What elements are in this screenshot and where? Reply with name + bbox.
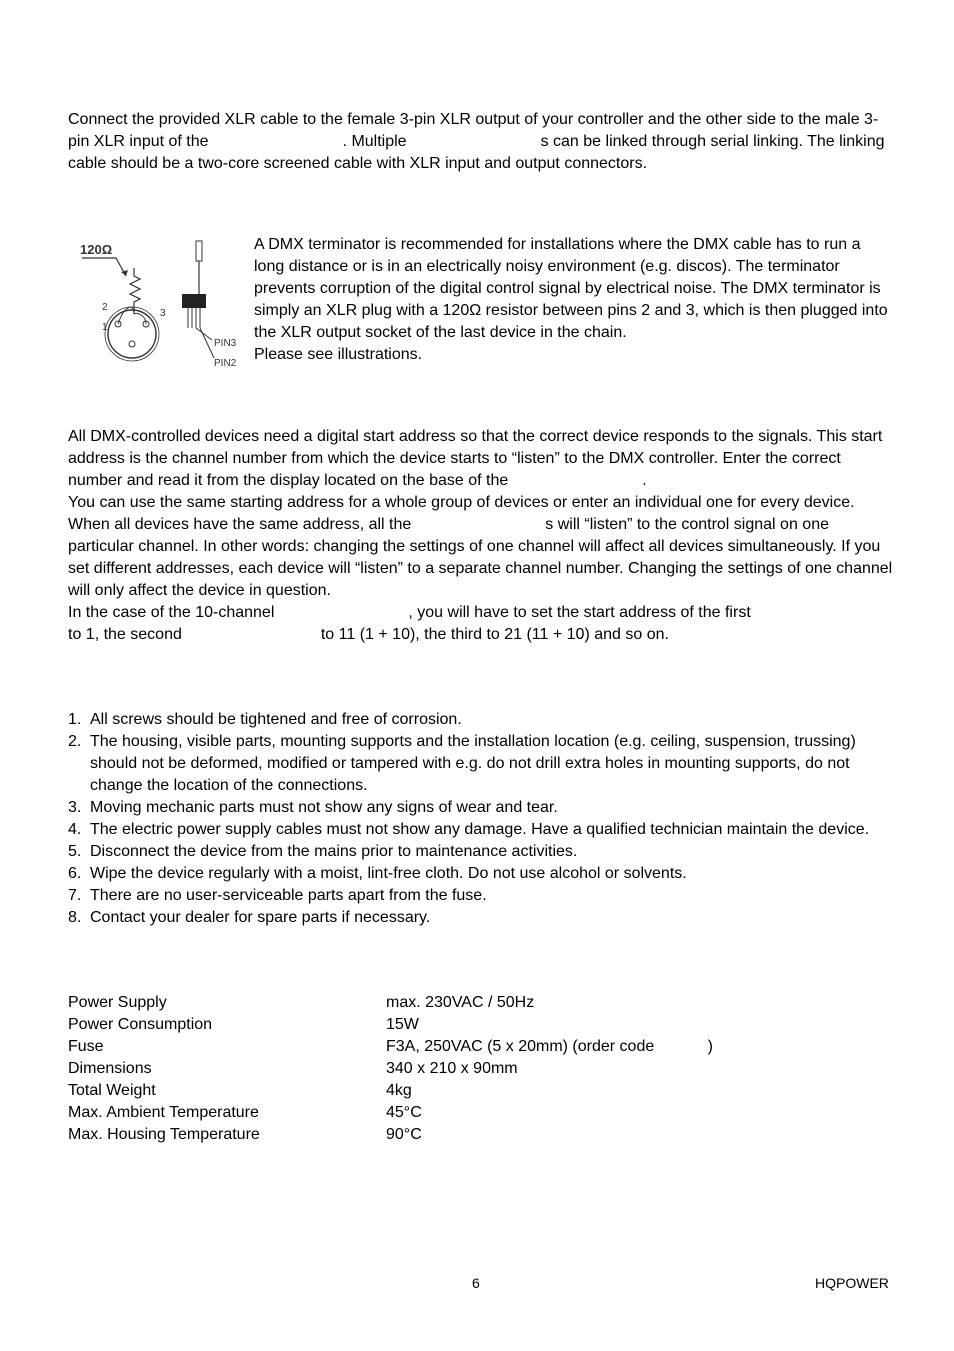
text-line: particular channel. In other words: changing the settings of one channel will affect all devices simultaneously. If you	[68, 538, 881, 555]
list-item: 2. The housing, visible parts, mounting supports and the installation location (e.g. ceiling, suspension, trussing) should not be deformed, modified or tampered with e.g. do not drill extra holes in mounting supports, do not change the location of the connections.	[68, 733, 856, 794]
text-line: to 1, the second to 11 (1 + 10), the third to 21 (11 + 10) and so on.	[68, 626, 669, 643]
text-line: set different addresses, each device will “listen” to a separate channel number. Changing the settings of one channel	[68, 560, 893, 577]
maintenance-list	[68, 709, 869, 929]
pin-1-number: 1	[102, 322, 108, 333]
text-line: All DMX-controlled devices need a digital start address so that the correct device responds to the signals. This start	[68, 428, 883, 445]
text-line: A DMX terminator is recommended for installations where the DMX cable has to run a	[254, 236, 861, 253]
text-line: the XLR output socket of the last device in the chain.	[254, 324, 627, 341]
pin3-label: PIN3	[214, 338, 237, 349]
text-line: simply an XLR plug with a 120Ω resistor between pins 2 and 3, which is then plugged into	[254, 302, 888, 319]
list-item: 5. Disconnect the device from the mains prior to maintenance activities.	[68, 843, 578, 860]
dmx-addressing-paragraph	[68, 426, 892, 646]
list-item: 4. The electric power supply cables must not show any damage. Have a qualified technician maintain the device.	[68, 821, 870, 838]
list-item: 3. Moving mechanic parts must not show any signs of wear and tear.	[68, 799, 558, 816]
dmx-terminator-paragraph	[254, 234, 888, 366]
list-item: 7. There are no user-serviceable parts apart from the fuse.	[68, 887, 487, 904]
text-line: In the case of the 10-channel , you will have to set the start address of the first	[68, 604, 751, 621]
text-line: When all devices have the same address, all the s will “listen” to the control signal on one	[68, 516, 829, 533]
text-line: pin XLR input of the . Multiple s can be linked through serial linking. The linking	[68, 133, 885, 150]
resistor-label: 120Ω	[80, 242, 113, 257]
text-line: prevents corruption of the digital control signal by electrical noise. The DMX terminator is	[254, 280, 881, 297]
list-item: 6. Wipe the device regularly with a moist, lint-free cloth. Do not use alcohol or solvents.	[68, 865, 687, 882]
pin-3-number: 3	[160, 308, 166, 319]
page-number: 6	[472, 1275, 480, 1291]
text-line: long distance or is in an electrically noisy environment (e.g. discos). The terminator	[254, 258, 840, 275]
pin-2-number: 2	[102, 302, 108, 313]
text-line: number and read it from the display located on the base of the .	[68, 472, 647, 489]
dmx-terminator-diagram	[74, 236, 246, 370]
list-item: 1. All screws should be tightened and free of corrosion.	[68, 711, 462, 728]
text-line: cable should be a two-core screened cable with XLR input and output connectors.	[68, 155, 648, 172]
pin2-label: PIN2	[214, 358, 237, 369]
footer-brand: HQPOWER	[815, 1275, 889, 1291]
text-line: will only affect the device in question.	[68, 582, 331, 599]
text-line: Connect the provided XLR cable to the female 3-pin XLR output of your controller and the other side to the male 3-	[68, 111, 879, 128]
text-line: address is the channel number from which the device starts to “listen” to the DMX controller. Enter the correct	[68, 450, 841, 467]
xlr-connection-paragraph	[68, 109, 884, 175]
text-line: Please see illustrations.	[254, 346, 423, 363]
list-item: 8. Contact your dealer for spare parts if necessary.	[68, 909, 431, 926]
text-line: You can use the same starting address for a whole group of devices or enter an individual one for every device.	[68, 494, 855, 511]
